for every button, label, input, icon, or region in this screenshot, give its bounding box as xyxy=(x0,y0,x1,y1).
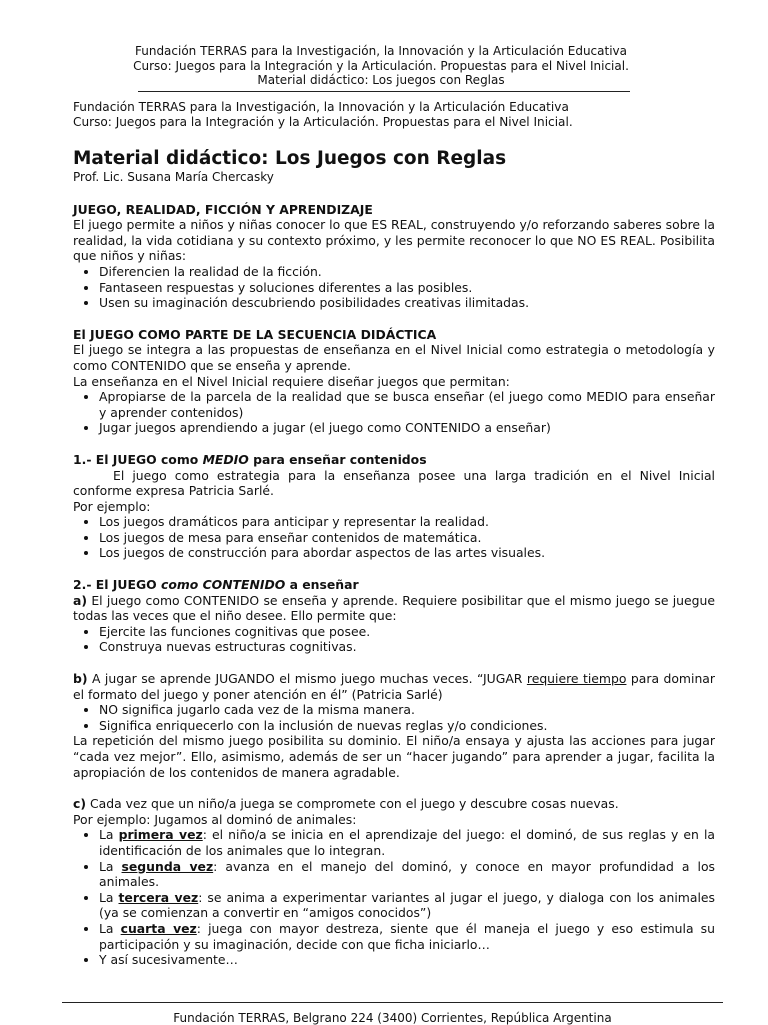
paragraph-text: El juego como CONTENIDO se enseña y aprende. Requiere posibilitar que el mismo juego se juegue todas las veces que el niño desee. Ello permite que: xyxy=(73,592,715,624)
paragraph: La repetición del mismo juego posibilita su dominio. El niño/a ensaya y ajusta las acciones para jugar “cada vez mejor”. Ello, asimismo, además de ser un “hacer jugando” para aprender a jugar, facilita la apropiación de los contenidos de manera agradable. xyxy=(73,733,715,780)
heading-text: para enseñar contenidos xyxy=(248,451,427,467)
item-text: La xyxy=(99,920,121,936)
list-item: • Los juegos de construcción para abordar aspectos de las artes visuales. xyxy=(99,545,715,561)
footer-divider xyxy=(62,1002,723,1003)
item-label: a) xyxy=(73,592,88,608)
subheader-line: Curso: Juegos para la Integración y la Articulación. Propuestas para el Nivel Inicial. xyxy=(73,114,573,129)
item-text: : juega con mayor destreza, siente que él maneja el juego y eso estimula su participación y su imaginación, decide con que ficha iniciarlo… xyxy=(99,920,715,952)
list-item xyxy=(99,921,715,952)
section-heading: JUEGO, REALIDAD, FICCIÓN Y APRENDIZAJE xyxy=(73,201,373,217)
list-item: • Apropiarse de la parcela de la realidad que se busca enseñar (el juego como MEDIO para enseñar y aprender contenidos) xyxy=(99,389,715,420)
item-key: cuarta vez xyxy=(120,920,197,936)
bullet-list xyxy=(73,514,715,561)
bullet-list xyxy=(73,389,715,436)
section-heading xyxy=(73,452,715,468)
subheader xyxy=(73,100,715,130)
underlined-text: requiere tiempo xyxy=(526,671,627,687)
list-item: • NO significa jugarlo cada vez de la misma manera. xyxy=(99,702,715,718)
heading-text: a enseñar xyxy=(285,577,359,593)
header-line: Curso: Juegos para la Integración y la Articulación. Propuestas para el Nivel Inicial. xyxy=(133,58,629,73)
list-item xyxy=(99,859,715,890)
author: Prof. Lic. Susana María Chercasky xyxy=(73,169,274,184)
heading-emphasis: MEDIO xyxy=(202,451,249,467)
running-header xyxy=(62,44,700,88)
document-title: Material didáctico: Los Juegos con Reglas xyxy=(73,147,507,169)
subheader-line: Fundación TERRAS para la Investigación, la Innovación y la Articulación Educativa xyxy=(73,100,569,114)
paragraph xyxy=(73,796,715,812)
paragraph: El juego permite a niños y niñas conocer lo que ES REAL, construyendo y/o reforzando saberes sobre la realidad, la vida cotidiana y su contexto próximo, y les permite reconocer lo que NO ES REAL. Posibilita que niños y niñas: xyxy=(73,217,715,264)
paragraph xyxy=(73,671,715,702)
paragraph: El juego se integra a las propuestas de enseñanza en el Nivel Inicial como estrategia o metodología y como CONTENIDO que se enseña y aprende. xyxy=(73,342,715,373)
header-line: Fundación TERRAS para la Investigación, la Innovación y la Articulación Educativa xyxy=(134,44,627,58)
item-text: : se anima a experimentar variantes al jugar el juego, y dialoga con los animales (ya se comienzan a convertir en “amigos conocidos”) xyxy=(99,889,715,921)
paragraph xyxy=(73,593,715,624)
list-item: • Ejercite las funciones cognitivas que posee. xyxy=(99,624,715,640)
item-label: b) xyxy=(73,671,88,687)
list-item: • Y así sucesivamente… xyxy=(99,952,715,968)
bullet-list xyxy=(73,827,715,967)
item-text: La xyxy=(99,889,119,905)
paragraph-text: Cada vez que un niño/a juega se compromete con el juego y descubre cosas nuevas. xyxy=(86,796,619,812)
paragraph: La enseñanza en el Nivel Inicial requiere diseñar juegos que permitan: xyxy=(73,373,510,389)
header-line: Material didáctico: Los juegos con Reglas xyxy=(257,73,505,87)
document-body xyxy=(73,100,715,968)
bullet-list xyxy=(73,702,715,733)
list-item xyxy=(99,890,715,921)
item-text: La xyxy=(99,827,119,843)
list-item: • Significa enriquecerlo con la inclusión de nuevas reglas y/o condiciones. xyxy=(99,718,715,734)
section-heading: El JUEGO COMO PARTE DE LA SECUENCIA DIDÁCTICA xyxy=(73,326,437,342)
heading-text: 1.- El JUEGO como xyxy=(73,451,203,467)
item-text: : avanza en el manejo del dominó, y conoce en mayor profundidad a los animales. xyxy=(99,858,715,890)
list-item: • Fantaseen respuestas y soluciones diferentes a las posibles. xyxy=(99,280,715,296)
list-item: • Construya nuevas estructuras cognitivas. xyxy=(99,639,715,655)
list-item: • Usen su imaginación descubriendo posibilidades creativas ilimitadas. xyxy=(99,295,715,311)
paragraph: Por ejemplo: xyxy=(73,498,151,514)
list-item xyxy=(99,827,715,858)
list-item: • Diferencien la realidad de la ficción. xyxy=(99,264,715,280)
paragraph-text: para dominar el formato del juego y poner atención en él” (Patricia Sarlé) xyxy=(73,671,715,702)
page-footer: Fundación TERRAS, Belgrano 224 (3400) Corrientes, República Argentina xyxy=(173,1011,612,1025)
item-key: segunda vez xyxy=(121,858,214,874)
item-text: : el niño/a se inicia en el aprendizaje del juego: el dominó, de sus reglas y en la identificación de los animales que lo integran. xyxy=(99,827,716,858)
paragraph: El juego como estrategia para la enseñanza posee una larga tradición en el Nivel Inicial conforme expresa Patricia Sarlé. xyxy=(73,467,715,499)
list-item: • Los juegos de mesa para enseñar contenidos de matemática. xyxy=(99,530,715,546)
item-key: primera vez xyxy=(118,827,203,843)
paragraph-text: A jugar se aprende JUGANDO el mismo juego muchas veces. “JUGAR xyxy=(87,671,527,687)
header-divider xyxy=(138,91,630,92)
item-key: tercera vez xyxy=(118,889,199,905)
item-text: La xyxy=(99,858,122,874)
section-heading xyxy=(73,577,715,593)
bullet-list xyxy=(73,264,715,311)
item-label: c) xyxy=(73,796,87,812)
heading-text: 2.- El JUEGO xyxy=(73,577,161,593)
list-item: • Los juegos dramáticos para anticipar y representar la realidad. xyxy=(99,514,715,530)
bullet-list xyxy=(73,624,715,655)
list-item: • Jugar juegos aprendiendo a jugar (el juego como CONTENIDO a enseñar) xyxy=(99,420,715,436)
paragraph: Por ejemplo: Jugamos al dominó de animales: xyxy=(73,811,357,827)
heading-emphasis: como CONTENIDO xyxy=(160,577,286,593)
